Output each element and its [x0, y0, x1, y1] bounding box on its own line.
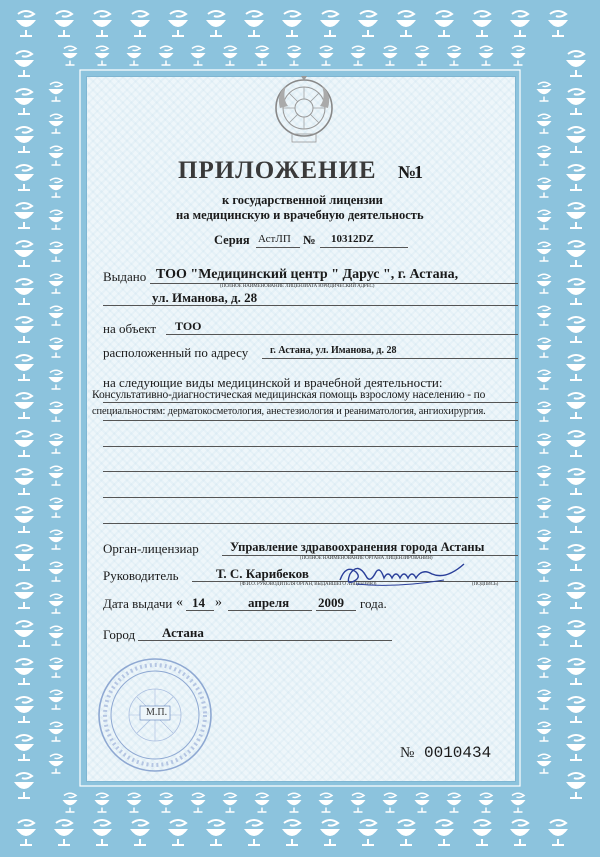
- issue-date-year: 2009: [318, 595, 344, 610]
- series-number: 10312DZ: [331, 233, 374, 245]
- issued-value-line-1: ТОО "Медицинский центр " Дарус ", г. Астана,: [156, 267, 459, 282]
- address-label: расположенный по адресу: [103, 345, 249, 360]
- issued-value-line-2: ул. Иманова, д. 28: [152, 290, 258, 305]
- state-emblem-kazakhstan-icon: [274, 74, 334, 146]
- series-value: АстЛП: [258, 233, 291, 245]
- signature-hint: (ПОДПИСЬ): [472, 582, 499, 587]
- object-value: ТОО: [175, 319, 202, 333]
- licensor-hint: (ПОЛНОЕ НАИМЕНОВАНИЕ ОРГАНА ЛИЦЕНЗИРОВАНИЯ): [300, 556, 433, 561]
- issue-date-close-quote: »: [215, 595, 222, 610]
- document-title: ПРИЛОЖЕНИЕ: [178, 157, 377, 184]
- activities-line-2: специальностям: дерматокосметология, анестезиология и реаниматология, ангиохирургия.: [92, 406, 486, 417]
- address-value: г. Астана, ул. Иманова, д. 28: [270, 345, 397, 356]
- signature: [336, 558, 472, 590]
- subtitle-line-1: к государственной лицензии: [222, 193, 383, 207]
- head-hint: (Ф.И.О. РУКОВОДИТЕЛЯ ОРГАН, ВЫДАВШЕГО ЛИЦЕНЗИЮ): [240, 582, 377, 587]
- licensor-value: Управление здравоохранения города Астаны: [230, 540, 485, 554]
- serial-number: 0010434: [424, 744, 492, 762]
- head-value: Т. С. Карибеков: [216, 566, 309, 581]
- city-value: Астана: [162, 625, 204, 640]
- appendix-number: 1: [414, 162, 423, 182]
- issue-date-day: 14: [192, 595, 205, 610]
- issue-date-month: апреля: [248, 595, 290, 610]
- issue-date-label: Дата выдачи: [103, 596, 173, 611]
- issue-date-open-quote: «: [176, 595, 183, 610]
- serial-prefix: №: [400, 745, 415, 761]
- series-label: Серия: [214, 233, 250, 247]
- activities-label: на следующие виды медицинской и врачебной деятельности:: [103, 375, 443, 390]
- licensor-label: Орган-лицензиар: [103, 541, 199, 556]
- subtitle-line-2: на медицинскую и врачебную деятельность: [176, 208, 424, 222]
- object-label: на объект: [103, 321, 157, 336]
- issued-hint: (ПОЛНОЕ НАИМЕНОВАНИЕ ЛИЦЕНЗИАТА ЮРИДИЧЕСКИЙ АДРЕС): [220, 284, 375, 289]
- issued-label: Выдано: [103, 269, 147, 284]
- series-number-prefix: №: [303, 233, 316, 247]
- issue-date-year-suffix: года.: [360, 596, 387, 611]
- head-label: Руководитель: [103, 568, 179, 583]
- activities-line-1: Консультативно-диагностическая медицинская помощь взрослому населению - по: [92, 389, 486, 401]
- stamp-label: М.П.: [146, 707, 168, 718]
- city-label: Город: [103, 627, 136, 642]
- appendix-number-prefix: №: [398, 162, 417, 182]
